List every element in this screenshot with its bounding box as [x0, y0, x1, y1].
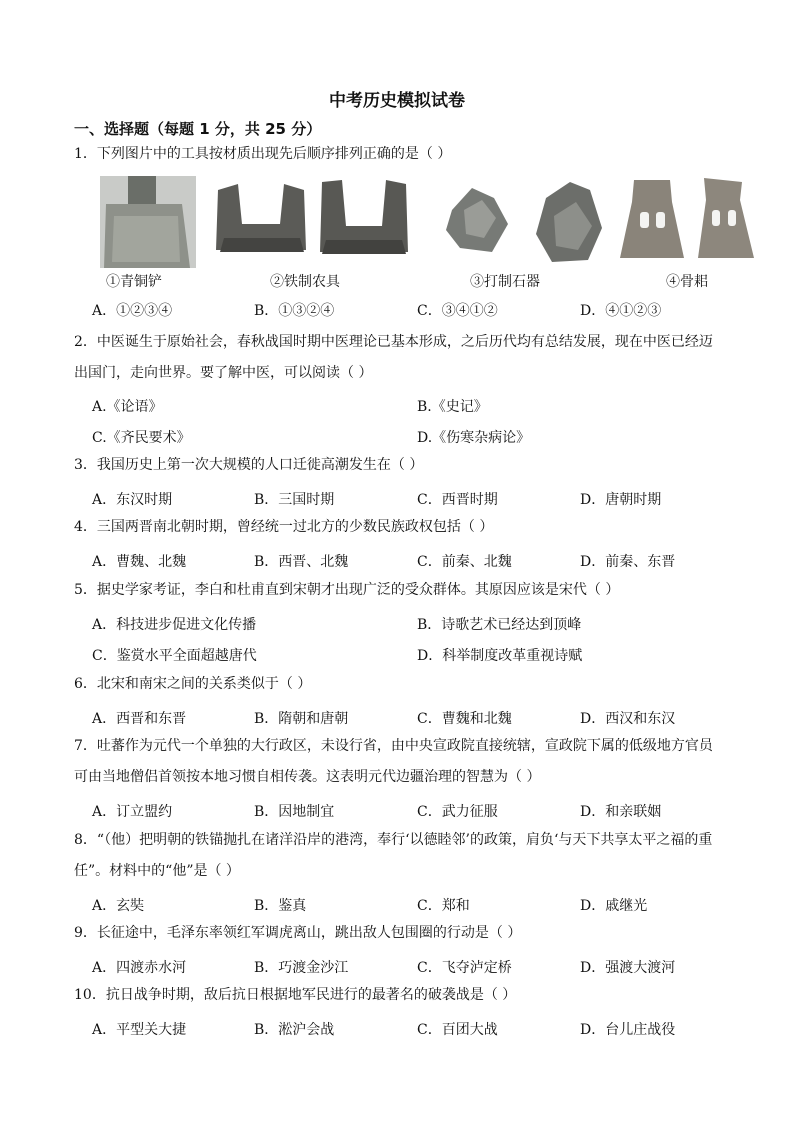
question-10: 10．抗日战争时期，敌后抗日根据地军民进行的最著名的破袭战是（ ） — [74, 987, 517, 1003]
option-b: B．隋朝和唐朝 — [254, 711, 349, 727]
option-a: A．曹魏、北魏 — [92, 554, 187, 570]
option-c: C．③④①② — [417, 303, 498, 319]
question-7 — [74, 731, 730, 793]
question-7-line-2: 可由当地僧侣首领按本地习惯自相传袭。这表明元代边疆治理的智慧为（ ） — [74, 769, 541, 785]
option-b: B．鉴真 — [254, 898, 307, 914]
option-b: B．三国时期 — [254, 492, 335, 508]
option-d: D．唐朝时期 — [580, 492, 662, 508]
question-2-line-1: 2．中医诞生于原始社会，春秋战国时期中医理论已基本形成，之后历代均有总结发展，现在中医已经迈 — [74, 334, 713, 350]
question-2-options-row-1 — [92, 396, 732, 420]
question-6: 6．北宋和南宋之间的关系类似于（ ） — [74, 676, 312, 692]
option-b: B．①③②④ — [254, 303, 335, 319]
question-9-options — [92, 957, 732, 981]
caption-bone-spade: ④骨耜 — [666, 274, 708, 290]
question-5-options-row-1 — [92, 614, 732, 638]
option-d: D．前秦、东晋 — [580, 554, 676, 570]
caption-bronze-shovel: ①青铜铲 — [106, 274, 162, 290]
section-heading: 一、选择题（每题 1 分，共 25 分） — [74, 120, 322, 138]
caption-stone-tools: ③打制石器 — [470, 274, 540, 290]
caption-iron-tools: ②铁制农具 — [270, 274, 340, 290]
option-d: D．和亲联姻 — [580, 804, 662, 820]
question-8-line-1: 8．“（他）把明朝的铁锚抛扎在诸洋沿岸的港湾，奉行‘以德睦邻’的政策，肩负‘与天下共享太平之福的重 — [74, 832, 713, 848]
question-7-options — [92, 801, 732, 825]
question-7-line-1: 7．吐蕃作为元代一个单独的大行政区，未设行省，由中央宣政院直接统辖，宣政院下属的低级地方官员 — [74, 738, 713, 754]
option-b: B．西晋、北魏 — [254, 554, 349, 570]
question-4: 4．三国两晋南北朝时期，曾经统一过北方的少数民族政权包括（ ） — [74, 519, 494, 535]
question-5: 5．据史学家考证，李白和杜甫直到宋朝才出现广泛的受众群体。其原因应该是宋代（ ） — [74, 582, 620, 598]
option-a: A．玄奘 — [92, 898, 145, 914]
question-6-options — [92, 708, 732, 732]
option-a: A．①②③④ — [92, 303, 173, 319]
option-c: C．鉴赏水平全面超越唐代 — [92, 648, 257, 664]
option-c: C．西晋时期 — [417, 492, 498, 508]
question-8-options — [92, 895, 732, 919]
option-a: A．东汉时期 — [92, 492, 173, 508]
option-b: B．诗歌艺术已经达到顶峰 — [417, 617, 582, 633]
option-d: D．强渡大渡河 — [580, 960, 676, 976]
option-a: A.《论语》 — [92, 399, 163, 415]
question-5-options-row-2 — [92, 645, 732, 669]
stone-tool-image-2 — [530, 176, 608, 266]
option-c: C．前秦、北魏 — [417, 554, 512, 570]
iron-tool-image-2 — [316, 176, 412, 258]
option-b: B.《史记》 — [417, 399, 488, 415]
option-a: A．西晋和东晋 — [92, 711, 187, 727]
option-c: C．百团大战 — [417, 1022, 498, 1038]
option-c: C．飞夺泸定桥 — [417, 960, 512, 976]
question-4-options — [92, 551, 732, 575]
bone-spade-image-1 — [618, 176, 686, 262]
option-b: B．淞沪会战 — [254, 1022, 335, 1038]
option-d: D．科举制度改革重视诗赋 — [417, 648, 583, 664]
option-a: A．科技进步促进文化传播 — [92, 617, 257, 633]
option-a: A．订立盟约 — [92, 804, 173, 820]
option-d: D．西汉和东汉 — [580, 711, 676, 727]
option-c: C．郑和 — [417, 898, 470, 914]
option-d: D.《伤寒杂病论》 — [417, 430, 531, 446]
bone-spade-image-2 — [694, 176, 756, 262]
bronze-shovel-image — [100, 176, 196, 268]
option-d: D．戚继光 — [580, 898, 648, 914]
question-1-figure — [100, 176, 758, 292]
question-1-options — [92, 300, 732, 324]
option-b: B．因地制宜 — [254, 804, 335, 820]
question-2-line-2: 出国门，走向世界。要了解中医，可以阅读（ ） — [74, 365, 373, 381]
question-2 — [74, 327, 730, 389]
option-a: A．平型关大捷 — [92, 1022, 187, 1038]
option-c: C.《齐民要术》 — [92, 430, 191, 446]
question-2-options-row-2 — [92, 427, 732, 451]
question-3-options — [92, 489, 732, 513]
question-9: 9．长征途中，毛泽东率领红军调虎离山，跳出敌人包围圈的行动是（ ） — [74, 925, 522, 941]
question-8 — [74, 825, 730, 887]
question-3: 3．我国历史上第一次大规模的人口迁徙高潮发生在（ ） — [74, 457, 424, 473]
option-a: A．四渡赤水河 — [92, 960, 187, 976]
question-1: 1．下列图片中的工具按材质出现先后顺序排列正确的是（ ） — [74, 146, 452, 162]
option-c: C．曹魏和北魏 — [417, 711, 512, 727]
iron-tool-image-1 — [212, 176, 310, 258]
stone-tool-image-1 — [442, 176, 516, 256]
option-b: B．巧渡金沙江 — [254, 960, 349, 976]
option-d: D．台儿庄战役 — [580, 1022, 676, 1038]
question-8-line-2: 任”。材料中的“他”是（ ） — [74, 863, 240, 879]
page-title: 中考历史模拟试卷 — [329, 91, 465, 111]
option-c: C．武力征服 — [417, 804, 498, 820]
option-d: D．④①②③ — [580, 303, 662, 319]
question-10-options — [92, 1019, 732, 1043]
